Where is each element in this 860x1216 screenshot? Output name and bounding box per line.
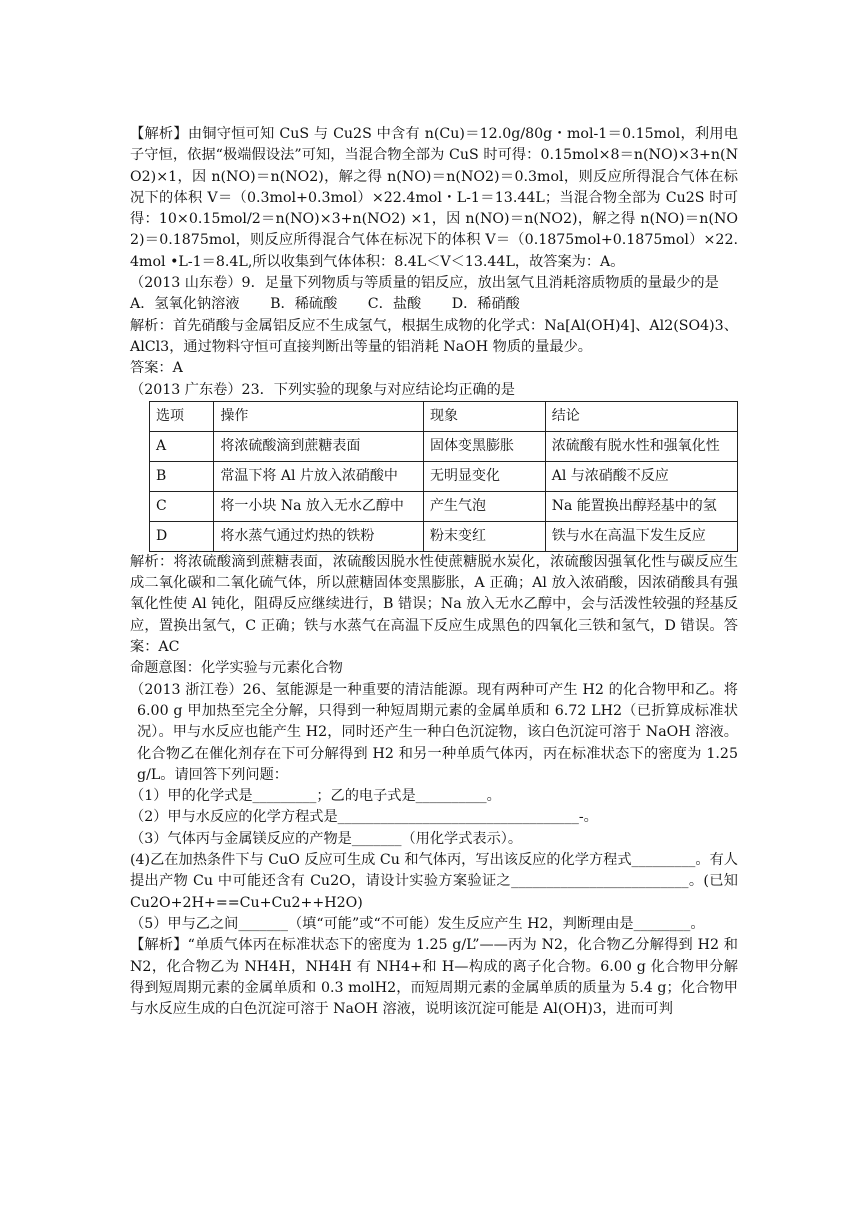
subquestion-2: （2）甲与水反应的化学方程式是__________________________________-。 bbox=[130, 809, 598, 826]
table-cell: 将水蒸气通过灼热的铁粉 bbox=[214, 521, 424, 551]
option-c: C．盐酸 bbox=[367, 296, 422, 313]
table-cell: 将一小块 Na 放入无水乙醇中 bbox=[214, 491, 424, 521]
table-cell: Al 与浓硝酸不反应 bbox=[545, 461, 737, 491]
table-cell: C bbox=[150, 491, 214, 521]
analysis-shandong-9: 解析：首先硝酸与金属铝反应不生成氢气，根据生成物的化学式：Na[Al(OH)4]、Al2(SO4)3、AlCl3，通过物料守恒可直接判断出等量的铝消耗 NaOH 物质的量最少。 bbox=[130, 317, 738, 355]
table-cell: 浓硫酸有脱水性和强氧化性 bbox=[545, 431, 737, 461]
question-zhejiang-26: （2013 浙江卷）26、氢能源是一种重要的清洁能源。现有两种可产生 H2 的化合物甲和乙。将 6.00 g 甲加热至完全分解，只得到一种短周期元素的金属单质和 6.72 LH2（已折算成标准状况）。甲与水反应也能产生 H2，同时还产生一种白色沉淀物，该白色沉淀可溶于 NaOH 溶液。化合物乙在催化剂存在下可分解得到 H2 和另一种单质气体丙，丙在标准状态下的密度为 1.25 g/L。请回答下列问题： bbox=[130, 681, 738, 783]
table-cell: D bbox=[150, 521, 214, 551]
table-cell: A bbox=[150, 431, 214, 461]
table-cell: 粉末变红 bbox=[424, 521, 546, 551]
table-header-cell: 现象 bbox=[424, 401, 546, 431]
subquestion-5: （5）甲与乙之间_______（填“可能”或“不可能）发生反应产生 H2，判断理由是________。 bbox=[130, 915, 705, 932]
table-header-row bbox=[150, 401, 738, 431]
table-row bbox=[150, 461, 738, 491]
analysis-zhejiang-26: 【解析】“单质气体丙在标准状态下的密度为 1.25 g/L”——丙为 N2，化合物乙分解得到 H2 和 N2，化合物乙为 NH4H，NH4H 有 NH4+和 H—构成的离子化合物。6.00 g 化合物甲分解得到短周期元素的金属单质和 0.3 molH2，而短周期元素的金属单质的质量为 5.4 g；化合物甲与水反应生成的白色沉淀可溶于 NaOH 溶液，说明该沉淀可能是 Al(OH)3，进而可判 bbox=[130, 937, 738, 1018]
table-row bbox=[150, 521, 738, 551]
table-row bbox=[150, 431, 738, 461]
table-header-cell: 选项 bbox=[150, 401, 214, 431]
subquestion-4: (4)乙在加热条件下与 CuO 反应可生成 Cu 和气体丙，写出该反应的化学方程式_________。有人提出产物 Cu 中可能还含有 Cu2O，请设计实验方案验证之_________________________。(已知 Cu2O+2H+==Cu+Cu2++H2O) bbox=[130, 852, 738, 911]
table-cell: 常温下将 Al 片放入浓硝酸中 bbox=[214, 461, 424, 491]
table-cell: 产生气泡 bbox=[424, 491, 546, 521]
question-options bbox=[130, 294, 738, 315]
table-cell: B bbox=[150, 461, 214, 491]
table-cell: 固体变黑膨胀 bbox=[424, 431, 546, 461]
table-cell: 将浓硫酸滴到蔗糖表面 bbox=[214, 431, 424, 461]
option-a: A．氢氧化钠溶液 bbox=[130, 296, 240, 313]
table-cell: 无明显变化 bbox=[424, 461, 546, 491]
document-page bbox=[130, 124, 738, 1020]
experiment-table bbox=[149, 401, 738, 552]
table-header-cell: 操作 bbox=[214, 401, 424, 431]
table-row bbox=[150, 491, 738, 521]
subquestion-1: （1）甲的化学式是_________；乙的电子式是__________。 bbox=[130, 788, 501, 805]
table-cell: 铁与水在高温下发生反应 bbox=[545, 521, 737, 551]
table-header-cell: 结论 bbox=[545, 401, 737, 431]
option-d: D．稀硝酸 bbox=[451, 296, 520, 313]
intent-guangdong-23: 命题意图：化学实验与元素化合物 bbox=[130, 660, 343, 677]
question-shandong-9: （2013 山东卷）9．足量下列物质与等质量的铝反应，放出氢气且消耗溶质物质的量最少的是 bbox=[130, 275, 719, 292]
analysis-guangdong-23: 解析：将浓硫酸滴到蔗糖表面，浓硫酸因脱水性使蔗糖脱水炭化，浓硫酸因强氧化性与碳反应生成二氧化碳和二氧化硫气体，所以蔗糖固体变黑膨胀，A 正确；Al 放入浓硝酸，因浓硝酸具有强氧化性使 Al 钝化，阻碍反应继续进行，B 错误；Na 放入无水乙醇中，会与活泼性较强的羟基反应，置换出氢气，C 正确；铁与水蒸气在高温下反应生成黑色的四氧化三铁和氢气，D 错误。答案：AC bbox=[130, 553, 738, 656]
subquestion-3: （3）气体丙与金属镁反应的产物是_______（用化学式表示）。 bbox=[130, 830, 523, 847]
option-b: B．稀硫酸 bbox=[270, 296, 338, 313]
question-guangdong-23: （2013 广东卷）23．下列实验的现象与对应结论均正确的是 bbox=[130, 381, 515, 398]
answer-shandong-9: 答案：A bbox=[130, 360, 183, 377]
table-cell: Na 能置换出醇羟基中的氢 bbox=[545, 491, 737, 521]
analysis-paragraph-cus: 【解析】由铜守恒可知 CuS 与 Cu2S 中含有 n(Cu)＝12.0g/80g・mol-1＝0.15mol，利用电子守恒，依据“极端假设法”可知，当混合物全部为 CuS 时可得：0.15mol×8＝n(NO)×3+n(NO2)×1，因 n(NO)＝n(NO2)，解之得 n(NO)＝n(NO2)＝0.3mol，则反应所得混合气体在标况下的体积 V＝（0.3mol+0.3mol）×22.4mol・L-1＝13.44L；当混合物全部为 Cu2S 时可得：10×0.15mol/2＝n(NO)×3+n(NO2) ×1，因 n(NO)＝n(NO2)，解之得 n(NO)＝n(NO2)＝0.1875mol，则反应所得混合气体在标况下的体积 V＝（0.1875mol+0.1875mol）×22.4mol •L-1＝8.4L,所以收集到气体体积：8.4L＜V＜13.44L，故答案为：A。 bbox=[130, 126, 738, 270]
